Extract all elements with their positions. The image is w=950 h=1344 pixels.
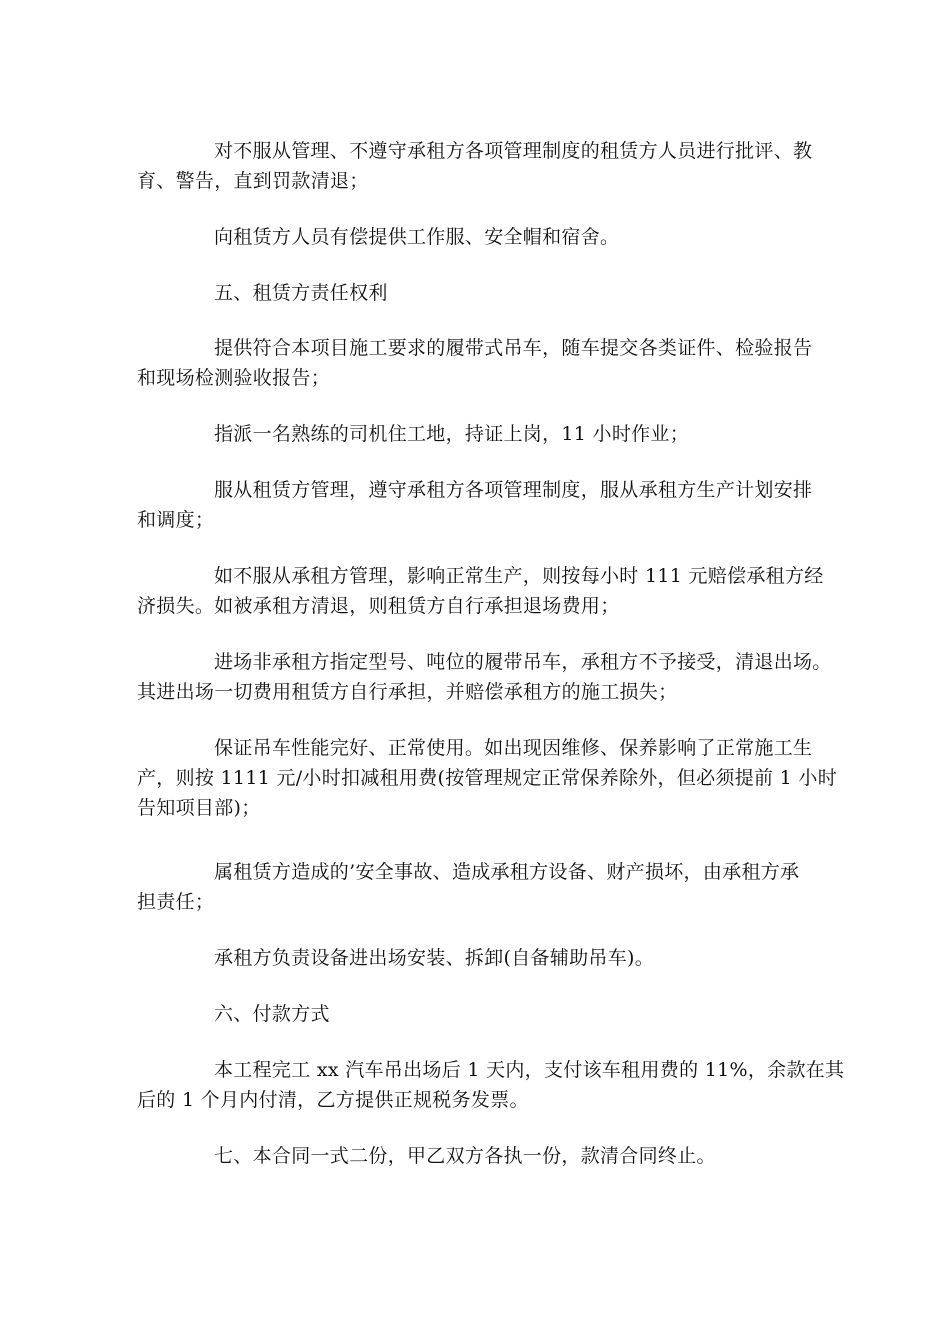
paragraph-line: 属租赁方造成的’安全事故、造成承租方设备、财产损坏，由承租方承 <box>214 861 800 883</box>
paragraph-line: 育、警告，直到罚款清退； <box>137 170 369 192</box>
paragraph-line: 和现场检测验收报告； <box>137 367 331 389</box>
paragraph-criticism <box>137 136 817 196</box>
paragraph-line: 产，则按 1111 元/小时扣减租用费(按管理规定正常保养除外，但必须提前 1 小时 <box>137 767 838 789</box>
paragraph-compensation <box>137 561 824 621</box>
paragraph-line: 七、本合同一式二份，甲乙双方各执一份，款清合同终止。 <box>214 1145 716 1167</box>
paragraph-line: 保证吊车性能完好、正常使用。如出现因维修、保养影响了正常施工生 <box>214 737 813 759</box>
paragraph-crane-performance <box>137 733 838 823</box>
paragraph-provide-crane <box>137 333 817 393</box>
paragraph-line: 指派一名熟练的司机住工地，持证上岗，11 小时作业； <box>214 423 690 445</box>
paragraph-line: 承租方负责设备进出场安装、拆卸(自备辅助吊车)。 <box>214 947 655 969</box>
section-heading-payment <box>137 999 817 1029</box>
paragraph-line: 服从租赁方管理，遵守承租方各项管理制度，服从承租方生产计划安排 <box>214 479 813 501</box>
paragraph-line: 对不服从管理、不遵守承租方各项管理制度的租赁方人员进行批评、教 <box>214 140 813 162</box>
paragraph-safety-liability <box>137 857 817 917</box>
paragraph-line: 后的 1 个月内付清，乙方提供正规税务发票。 <box>137 1089 529 1111</box>
paragraph-line: 本工程完工 xx 汽车吊出场后 1 天内，支付该车租用费的 11%，余款在其 <box>214 1059 845 1081</box>
paragraph-provide-uniforms <box>137 222 817 252</box>
section-heading: 六、付款方式 <box>214 1003 330 1025</box>
paragraph-line: 担责任； <box>137 891 215 913</box>
paragraph-line: 进场非承租方指定型号、吨位的履带吊车，承租方不予接受，清退出场。 <box>214 651 832 673</box>
paragraph-line: 向租赁方人员有偿提供工作服、安全帽和宿舍。 <box>214 226 620 248</box>
paragraph-line: 提供符合本项目施工要求的履带式吊车，随车提交各类证件、检验报告 <box>214 337 813 359</box>
paragraph-obey-management <box>137 475 817 535</box>
paragraph-payment-terms <box>137 1055 845 1115</box>
paragraph-line: 济损失。如被承租方清退，则租赁方自行承担退场费用； <box>137 595 620 617</box>
paragraph-installation <box>137 943 817 973</box>
paragraph-unapproved-crane <box>137 647 832 707</box>
section-heading: 五、租赁方责任权利 <box>214 282 388 304</box>
paragraph-contract-copies <box>137 1141 817 1171</box>
paragraph-line: 其进出场一切费用租赁方自行承担，并赔偿承租方的施工损失； <box>137 681 678 703</box>
paragraph-line: 告知项目部)； <box>137 797 261 819</box>
section-heading-lessor-responsibilities <box>137 278 817 308</box>
paragraph-line: 和调度； <box>137 509 215 531</box>
paragraph-line: 如不服从承租方管理，影响正常生产，则按每小时 111 元赔偿承租方经 <box>214 565 824 587</box>
paragraph-assign-driver <box>137 419 817 449</box>
